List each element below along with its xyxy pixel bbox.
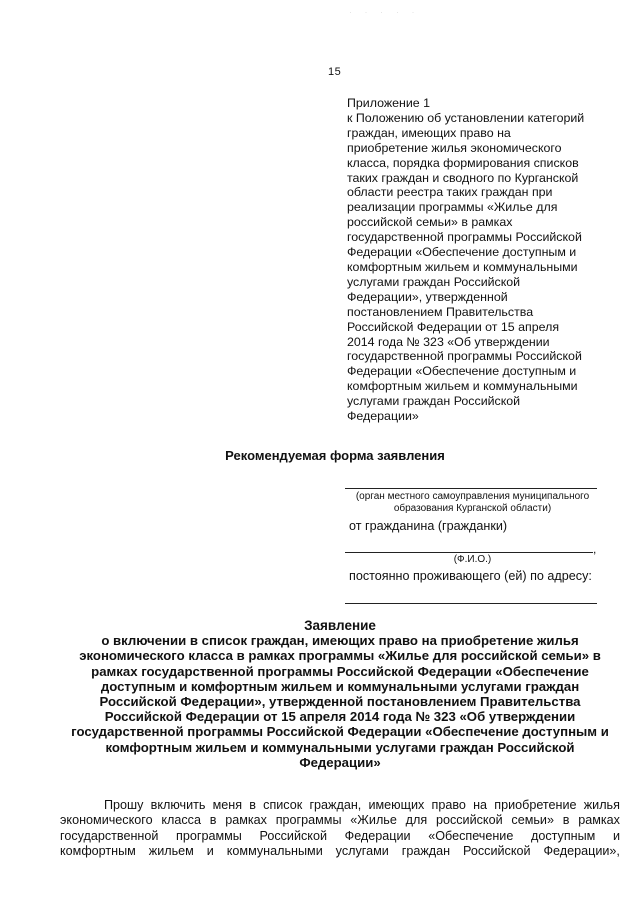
body-line xyxy=(60,798,620,813)
address-label: постоянно проживающего (ей) по адресу: xyxy=(349,569,592,583)
body-word: Прошу xyxy=(104,798,144,812)
title-subtitle xyxy=(0,633,640,770)
appendix-line: таких граждан и сводного по Курганской xyxy=(347,170,579,185)
appendix-line: Федерации «Обеспечение доступным и xyxy=(347,364,577,379)
title-line: Российской Федерации от 15 апреля 2014 года № 323 «Об утверждении xyxy=(104,709,576,725)
body-word: и xyxy=(206,844,214,859)
appendix-line: комфортным жильем и коммунальными xyxy=(347,259,578,274)
body-line xyxy=(60,813,620,828)
body-word: приобретение xyxy=(494,798,577,812)
title-line: комфортным жильем и коммунальными услугами граждан Российской xyxy=(105,739,575,755)
body-word: экономического xyxy=(60,813,153,828)
appendix-line: государственной программы Российской xyxy=(347,349,582,364)
body-word: граждан xyxy=(401,844,451,859)
appendix-line: комфортным жильем и коммунальными xyxy=(347,379,578,394)
body-word: в xyxy=(562,813,570,828)
appendix-line: Федерации» xyxy=(347,409,419,424)
appendix-line: Российской Федерации от 15 апреля xyxy=(347,319,560,334)
appendix-line: класса, порядка формирования списков xyxy=(347,155,579,170)
appendix-line: услугами граждан Российской xyxy=(347,274,521,289)
appendix-line: услугами граждан Российской xyxy=(347,394,521,409)
body-word: рамках xyxy=(578,813,620,828)
body-word: коммунальными xyxy=(226,844,323,859)
body-word: российской xyxy=(435,813,503,828)
body-word: в xyxy=(209,813,217,828)
appendix-line: Федерации «Обеспечение доступным и xyxy=(347,245,577,260)
title-line: Федерации» xyxy=(299,754,381,770)
body-word: Федерации xyxy=(344,828,411,843)
appendix-line: приобретение жилья экономического xyxy=(347,140,562,155)
application-title xyxy=(0,618,640,770)
body-word: программы xyxy=(275,813,342,828)
body-word: включить xyxy=(150,798,206,812)
body-word: услугами xyxy=(335,844,389,859)
authority-caption: (орган местного самоуправления муниципального xyxy=(355,491,590,502)
from-label: от гражданина (гражданки) xyxy=(349,519,508,533)
body-word: государственной xyxy=(60,828,159,843)
address-line[interactable] xyxy=(345,603,597,604)
body-word: Федерации», xyxy=(543,844,620,859)
recipient-block xyxy=(345,488,600,604)
body-word: Российской xyxy=(463,844,531,859)
body-line xyxy=(60,844,620,859)
appendix-line: реализации программы «Жилье для xyxy=(347,200,558,215)
appendix-line: граждан, имеющих право на xyxy=(347,125,511,140)
body-word: имеющих xyxy=(368,798,425,812)
title-line: экономического класса в рамках программы «Жилье для российской семьи» в xyxy=(79,648,601,664)
page-number: 15 xyxy=(328,66,342,78)
body-word: «Обеспечение xyxy=(428,828,514,843)
body-line xyxy=(60,829,620,844)
body-word: жилья xyxy=(583,798,620,812)
title-line: Российской Федерации», утвержденной постановлением Правительства xyxy=(99,694,581,710)
body-word: Российской xyxy=(259,828,327,843)
body-word: класса xyxy=(161,813,201,828)
appendix-line: российской семьи» в рамках xyxy=(347,215,513,230)
body-paragraph xyxy=(60,798,620,860)
body-word: меня xyxy=(212,798,243,812)
appendix-line: области реестра таких граждан при xyxy=(347,185,553,200)
appendix-line: государственной программы Российской xyxy=(347,230,582,245)
appendix-line: постановлением Правительства xyxy=(347,304,534,319)
body-word: в xyxy=(249,798,256,812)
fio-comma: , xyxy=(593,542,597,556)
title-line: доступным и комфортным жильем и коммунальными услугами граждан xyxy=(100,678,580,694)
scan-specks: · · · · · xyxy=(349,10,420,16)
title-line: рамках государственной программы Российской Федерации «Обеспечение xyxy=(91,663,589,679)
appendix-line: 2014 года № 323 «Об утверждении xyxy=(347,334,550,349)
body-word: «Жилье xyxy=(350,813,397,828)
title-line: о включении в список граждан, имеющих право на приобретение жилья xyxy=(101,633,579,649)
title-main: Заявление xyxy=(304,618,376,633)
appendix-line: Приложение 1 xyxy=(347,96,431,110)
body-word: доступным xyxy=(530,828,596,843)
body-word: комфортным xyxy=(60,844,136,859)
authority-line[interactable] xyxy=(345,488,597,489)
body-word: право xyxy=(431,798,466,812)
body-word: для xyxy=(405,813,428,828)
body-word: граждан, xyxy=(309,798,362,812)
form-heading: Рекомендуемая форма заявления xyxy=(225,448,445,463)
title-line: государственной программы Российской Федерации «Обеспечение доступным и xyxy=(71,724,609,740)
body-word: программы xyxy=(176,828,242,843)
body-word: список xyxy=(263,798,303,812)
appendix-block xyxy=(347,96,627,424)
body-word: жильем xyxy=(148,844,194,859)
fio-line[interactable] xyxy=(345,552,593,553)
authority-caption-2: образования Курганской области) xyxy=(393,503,552,514)
body-word: и xyxy=(612,828,620,843)
appendix-line: к Положению об установлении категорий xyxy=(347,110,585,125)
body-word: рамках xyxy=(225,813,267,828)
fio-caption: (Ф.И.О.) xyxy=(453,554,492,565)
body-word: семьи» xyxy=(511,813,554,828)
appendix-line: Федерации», утвержденной xyxy=(347,289,508,304)
body-word: на xyxy=(473,798,488,812)
